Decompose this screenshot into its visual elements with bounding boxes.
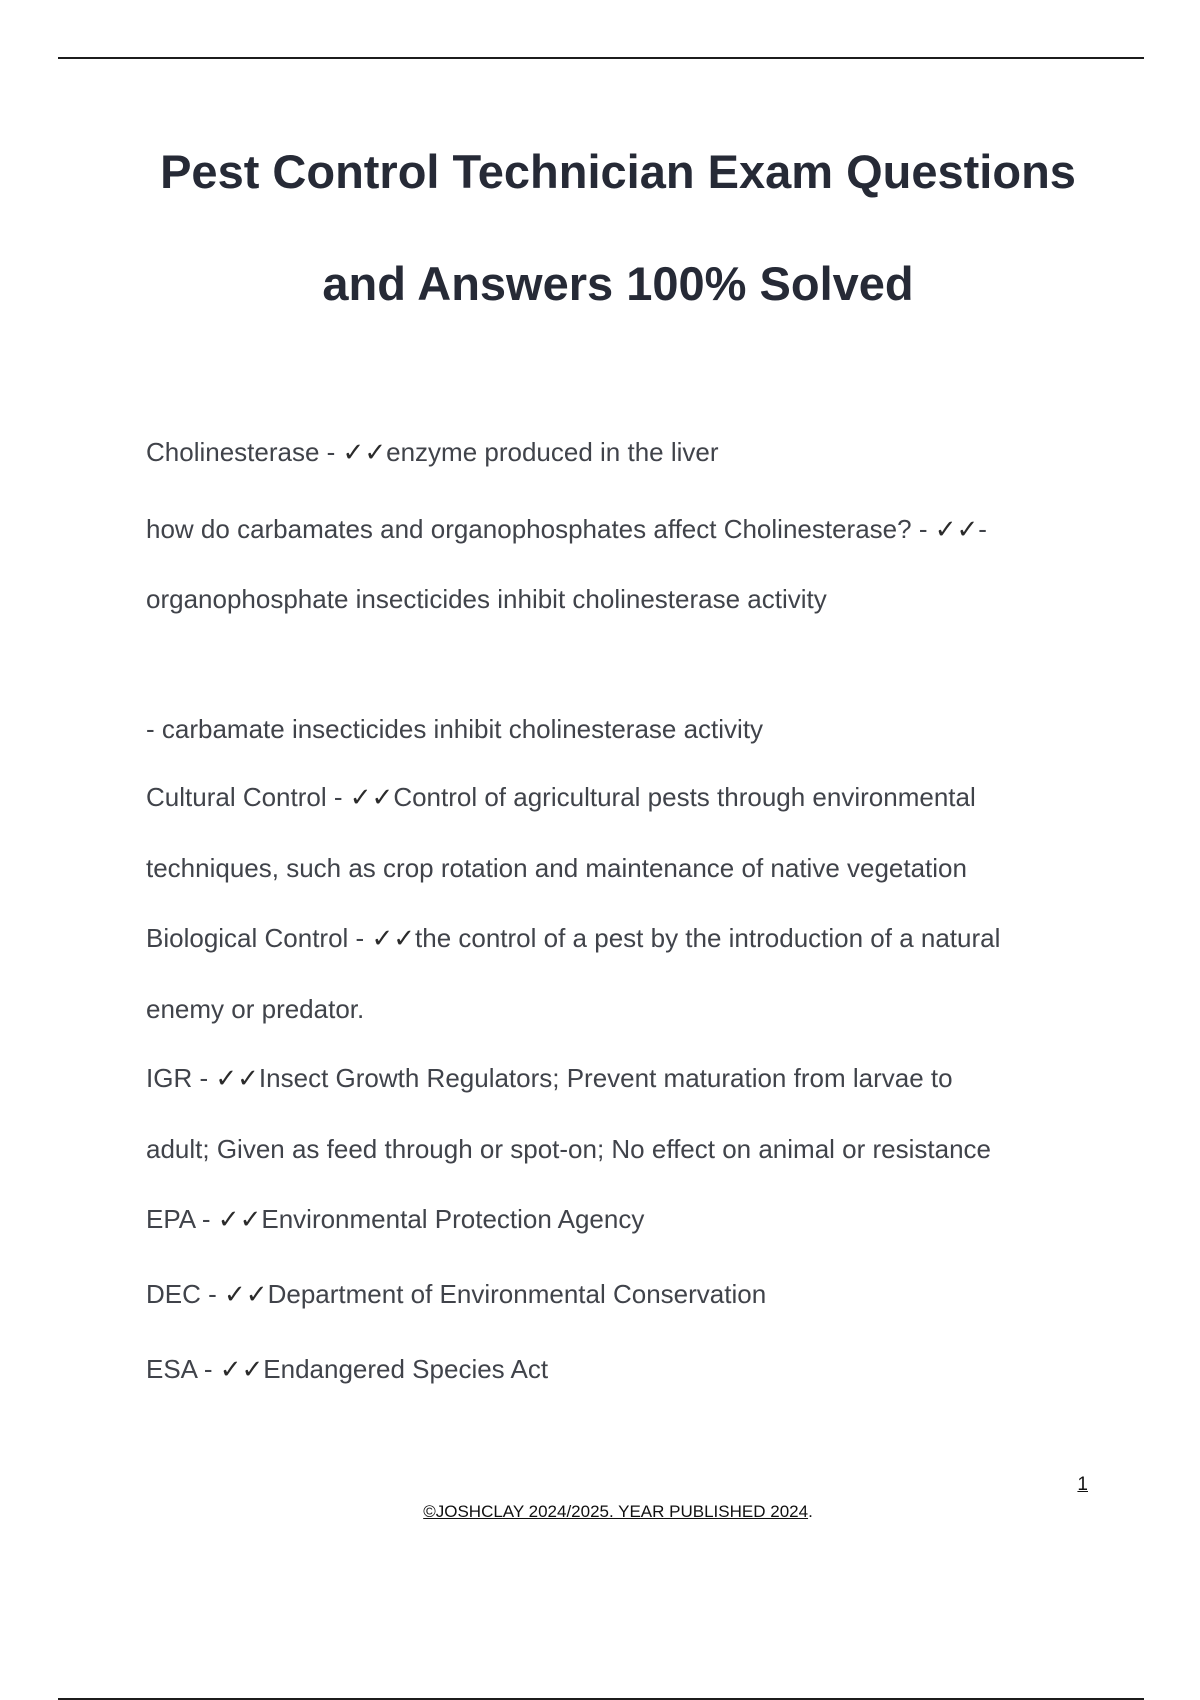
answer: the control of a pest by the introduction of a natural — [415, 923, 1001, 953]
qa-line-carbamates-question — [146, 514, 987, 545]
double-check-icon: ✓✓ — [217, 1204, 262, 1234]
text: adult; Given as feed through or spot-on; No effect on animal or resistance — [146, 1134, 991, 1164]
double-check-icon: ✓✓ — [349, 782, 394, 812]
answer: Insect Growth Regulators; Prevent maturation from larvae to — [258, 1063, 953, 1093]
term: EPA - — [146, 1204, 218, 1234]
page-number: 1 — [1077, 1474, 1088, 1495]
double-check-icon: ✓✓ — [224, 1279, 268, 1309]
qa-line-esa — [146, 1354, 548, 1385]
double-check-icon: ✓✓ — [934, 514, 979, 544]
text: enemy or predator. — [146, 994, 365, 1024]
text: organophosphate insecticides inhibit cholinesterase activity — [146, 584, 827, 614]
answer: Endangered Species Act — [263, 1354, 549, 1384]
qa-line-cultural-control — [146, 782, 976, 813]
answer: Control of agricultural pests through environmental — [393, 782, 976, 812]
text: techniques, such as crop rotation and maintenance of native vegetation — [146, 853, 967, 883]
qa-line-igr — [146, 1063, 953, 1094]
term: how do carbamates and organophosphates affect Cholinesterase? - — [146, 514, 935, 544]
double-check-icon: ✓✓ — [219, 1354, 264, 1384]
qa-line-carbamate — [146, 714, 763, 745]
double-check-icon: ✓✓ — [215, 1063, 259, 1093]
qa-line-epa — [146, 1204, 644, 1235]
answer: - — [978, 514, 987, 544]
qa-line-cholinesterase — [146, 437, 719, 468]
qa-line-biological-control-cont — [146, 994, 364, 1025]
double-check-icon: ✓✓ — [371, 923, 416, 953]
top-rule — [58, 57, 1144, 59]
page-title-line-1: Pest Control Technician Exam Questions — [160, 145, 1076, 198]
copyright-text: ©JOSHCLAY 2024/2025. YEAR PUBLISHED 2024 — [423, 1502, 809, 1521]
term: DEC - — [146, 1279, 224, 1309]
page-title-line-2: and Answers 100% Solved — [322, 257, 914, 310]
double-check-icon: ✓✓ — [342, 437, 387, 467]
answer: enzyme produced in the liver — [386, 437, 719, 467]
qa-line-igr-cont — [146, 1134, 991, 1165]
qa-line-organophosphate — [146, 584, 827, 615]
term: Cultural Control - — [146, 782, 350, 812]
qa-line-cultural-control-cont — [146, 853, 967, 884]
term: Cholinesterase - — [146, 437, 343, 467]
answer: Environmental Protection Agency — [261, 1204, 645, 1234]
text: - carbamate insecticides inhibit cholinesterase activity — [146, 714, 764, 744]
answer: Department of Environmental Conservation — [267, 1279, 767, 1309]
term: ESA - — [146, 1354, 220, 1384]
qa-line-biological-control — [146, 923, 1000, 954]
term: Biological Control - — [146, 923, 372, 953]
copyright-footer — [0, 1502, 1200, 1522]
term: IGR - — [146, 1063, 216, 1093]
copyright-period: . — [808, 1502, 813, 1521]
qa-line-dec — [146, 1279, 766, 1310]
